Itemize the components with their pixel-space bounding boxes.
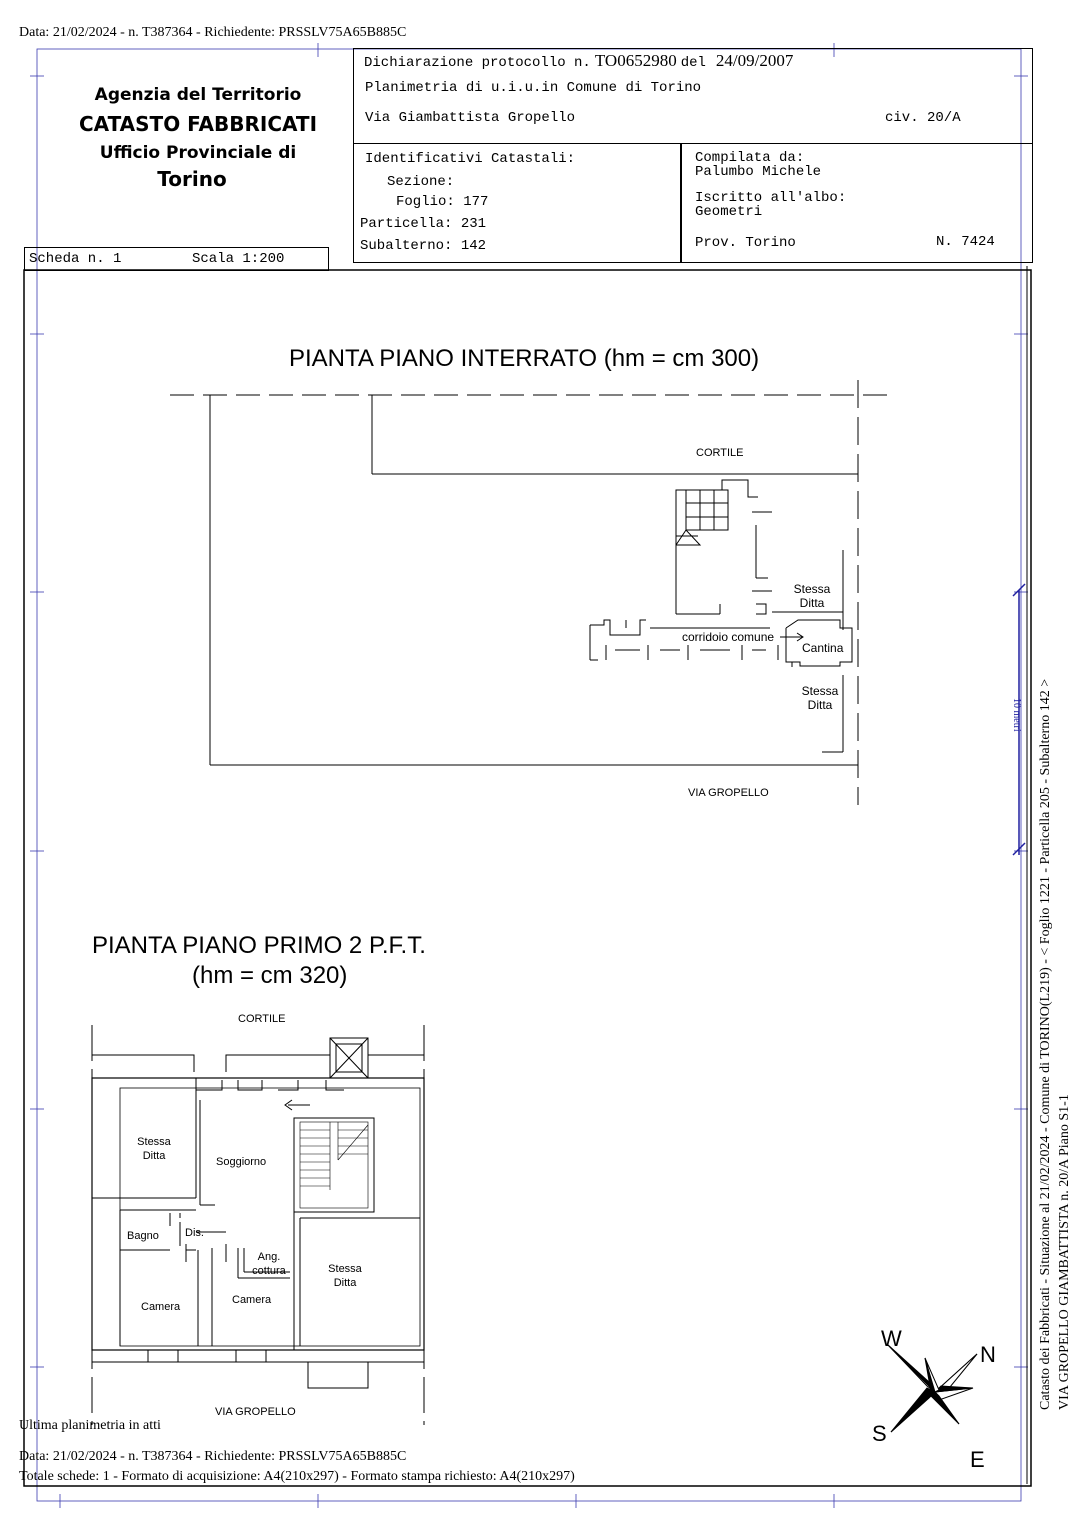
registration-number: N. 7424 — [936, 234, 995, 250]
plan2-bagno-label: Bagno — [127, 1230, 159, 1242]
plan2-street-label: VIA GROPELLO — [215, 1406, 296, 1418]
catasto-title: CATASTO FABBRICATI — [78, 112, 318, 136]
sezione: Sezione: — [387, 174, 455, 190]
header-request-info: Data: 21/02/2024 - n. T387364 - Richiedente: PRSSLV75A65B885C — [19, 25, 407, 40]
albo-label: Iscritto all'albo: — [695, 190, 847, 206]
declaration-box — [353, 48, 1033, 144]
plan2-title-line2: (hm = cm 320) — [192, 962, 348, 989]
scheda-box — [24, 247, 329, 271]
identificativi-title: Identificativi Catastali: — [365, 151, 576, 167]
planimetria-line: Planimetria di u.i.u.in Comune di Torino — [365, 80, 702, 96]
compass-e-label: E — [970, 1447, 985, 1472]
footer-ultima-planimetria: Ultima planimetria in atti — [19, 1418, 161, 1433]
declaration-line — [364, 51, 793, 71]
plan2-camera-mid-label: Camera — [232, 1294, 272, 1306]
subalterno: Subalterno: 142 — [360, 238, 487, 254]
del-label: del — [680, 55, 706, 71]
scala: Scala 1:200 — [192, 251, 285, 267]
plan2-soggiorno-label: Soggiorno — [216, 1156, 267, 1168]
declaration-date: 24/09/2007 — [715, 51, 794, 70]
plan1-cantina-label: Cantina — [802, 641, 844, 655]
plan2-stessa-ditta-left: Stessa Ditta — [137, 1136, 171, 1162]
scheda-number: Scheda n. 1 — [29, 251, 122, 267]
compilata-box — [680, 143, 1033, 263]
compass-s-label: S — [872, 1421, 887, 1446]
compass-w-label: W — [881, 1326, 902, 1351]
province: Prov. Torino — [695, 235, 796, 251]
plan2-dis-label: Dis. — [185, 1227, 204, 1239]
side-catasto-info: Catasto dei Fabbricati - Situazione al 21/02/2024 - Comune di TORINO(L219) - < Foglio 1221 - Particella 205 - Subalterno 142 > — [1038, 678, 1053, 1410]
plan2-ang-cottura-label: Ang. cottura — [252, 1251, 286, 1277]
address-line: Via Giambattista Gropello — [365, 110, 576, 126]
footer-totale-schede: Totale schede: 1 - Formato di acquisizione: A4(210x297) - Formato stampa richiesto: A4(210x297) — [19, 1469, 575, 1484]
compiler-name: Palumbo Michele — [695, 164, 822, 180]
office-label: Ufficio Provinciale di — [99, 143, 297, 163]
particella: Particella: 231 — [360, 216, 487, 232]
plan1-street-label: VIA GROPELLO — [688, 787, 769, 799]
scale-bar-label: 10 metri — [1011, 698, 1022, 732]
plan1-cortile-label: CORTILE — [696, 447, 744, 459]
civ-number: civ. 20/A — [885, 110, 961, 126]
foglio: Foglio: 177 — [396, 194, 489, 210]
albo-value: Geometri — [695, 204, 763, 220]
plan2-title-line1: PIANTA PIANO PRIMO 2 P.F.T. — [92, 932, 426, 959]
declaration-prefix: Dichiarazione protocollo n. — [364, 55, 591, 71]
footer-request-info: Data: 21/02/2024 - n. T387364 - Richiedente: PRSSLV75A65B885C — [19, 1449, 407, 1464]
compass-n-label: N — [980, 1342, 996, 1367]
compilata-label: Compilata da: — [695, 150, 805, 166]
office-city: Torino — [157, 167, 227, 191]
plan1-stessa-ditta-upper: Stessa Ditta — [793, 582, 831, 610]
identificativi-box — [353, 143, 682, 263]
plan1-stessa-ditta-lower: Stessa Ditta — [801, 684, 839, 712]
plan1-corridoio-label: corridoio comune — [682, 630, 775, 644]
protocol-number: TO0652980 — [594, 51, 677, 70]
side-address-info: VIA GROPELLO GIAMBATTISTA n. 20/A Piano S1-1 — [1057, 1094, 1072, 1410]
plan1-title: PIANTA PIANO INTERRATO (hm = cm 300) — [289, 345, 760, 372]
plan2-camera-left-label: Camera — [141, 1301, 181, 1313]
plan2-stessa-ditta-right: Stessa Ditta — [328, 1263, 362, 1289]
agency-name: Agenzia del Territorio — [94, 85, 302, 105]
plan2-cortile-label: CORTILE — [238, 1013, 286, 1025]
